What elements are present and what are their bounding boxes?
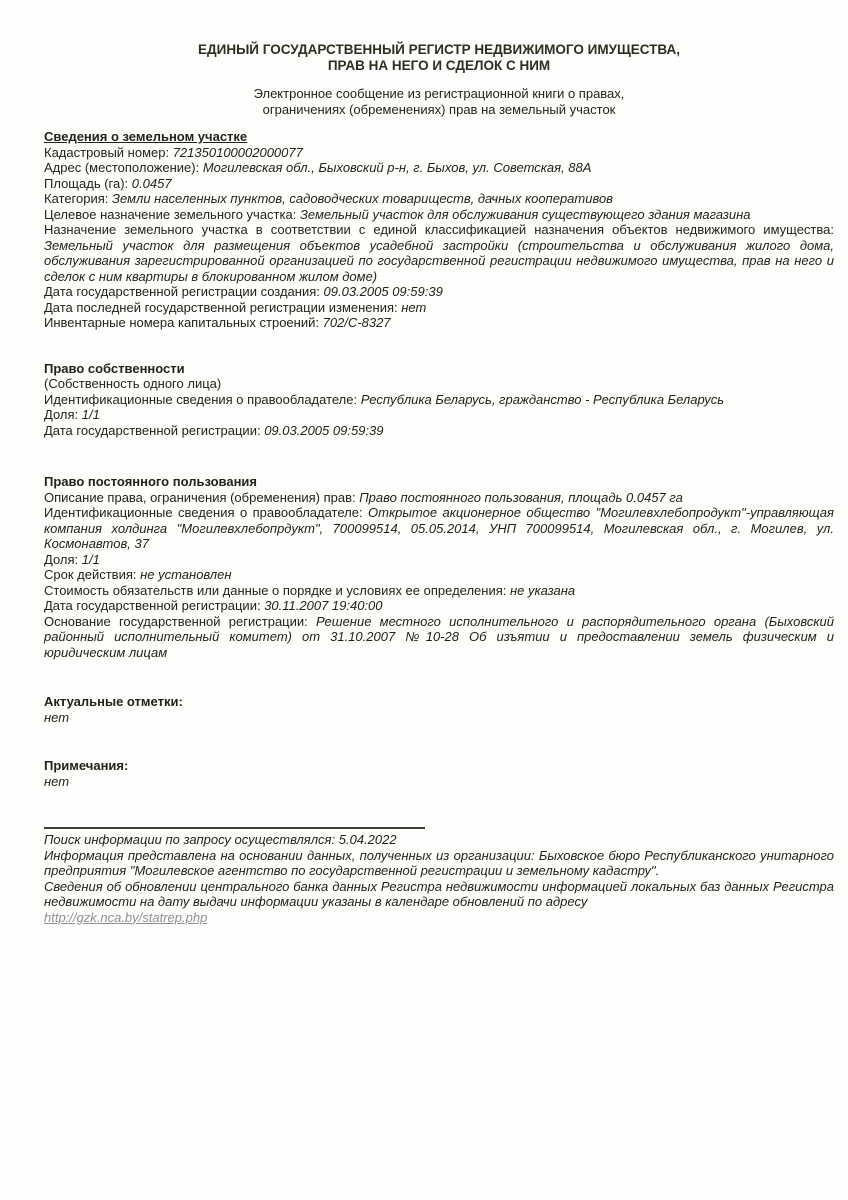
field-value: Республика Беларусь, гражданство - Республика Беларусь — [360, 391, 725, 407]
field-label: Инвентарные номера капитальных строений: — [44, 315, 319, 330]
field-registration-created-date — [44, 284, 834, 300]
field-value: Земли населенных пунктов, садоводческих товариществ, дачных кооперативов — [112, 191, 613, 206]
field-label: Назначение земельного участка в соответствии с единой классификацией назначения объектов недвижимого имущества: — [44, 222, 834, 237]
field-registration-date — [44, 598, 834, 614]
section-notes-title: Примечания: — [44, 758, 129, 773]
field-category — [44, 191, 834, 207]
field-label: Адрес (местоположение): — [44, 160, 200, 175]
section-actual-marks-title: Актуальные отметки: — [44, 694, 183, 709]
section-land-plot — [44, 129, 834, 331]
section-ownership-title: Право собственности — [44, 360, 185, 376]
field-registration-date — [44, 423, 834, 439]
field-value: 721350100002000077 — [172, 144, 303, 160]
field-label: Дата государственной регистрации: — [44, 598, 261, 613]
field-value: Могилевская обл., Быховский р-н, г. Быхов, ул. Советская, 88А — [202, 160, 592, 175]
field-label: Дата последней государственной регистрации изменения: — [44, 299, 398, 315]
document-footer — [44, 827, 834, 925]
footer-info-paragraph: Информация представлена на основании данных, полученных из организации: Быховское бюро Республиканского унитарного предприятия "Могилевское агентство по государственной регистрации и земельному кадастру". — [44, 847, 834, 878]
field-classification-purpose — [44, 222, 834, 284]
footer-url-line — [44, 910, 834, 926]
field-value: 09.03.2005 09:59:39 — [323, 284, 443, 299]
ownership-subtitle: (Собственность одного лица) — [44, 376, 222, 391]
field-value: 1/1 — [81, 407, 100, 422]
section-permanent-use-title: Право постоянного пользования — [44, 474, 258, 489]
field-label: Целевое назначение земельного участка: — [44, 206, 297, 222]
field-value: 1/1 — [81, 551, 100, 567]
field-label: Идентификационные сведения о правообладателе: — [44, 391, 358, 407]
field-purpose — [44, 207, 834, 223]
field-value: нет — [401, 299, 427, 315]
field-value: Открытое акционерное общество "Могилевхлебопродукт"-управляющая компания холдинга "Могилевхлебопрдукт", 700099514, 05.05.2014, УНП 700099514, Могилевская обл., г. Могилев, ул. Космонавтов, 37 — [44, 505, 834, 551]
field-value: Право постоянного пользования, площадь 0.0457 га — [359, 489, 683, 505]
footer-search-label: Поиск информации по запросу осуществлялся: — [44, 832, 336, 847]
field-obligation-cost — [44, 583, 834, 599]
field-value: 702/С-8327 — [322, 315, 391, 330]
field-inventory-numbers — [44, 315, 834, 331]
footer-search-line — [44, 832, 834, 848]
field-value: 0.0457 — [131, 175, 172, 191]
statrep-url-link[interactable]: http://gzk.nca.by/statrep.php — [44, 909, 208, 925]
field-validity-period — [44, 567, 834, 583]
field-rightholder-identity — [44, 392, 834, 408]
field-label: Доля: — [44, 407, 79, 422]
field-share — [44, 407, 834, 423]
field-value: 09.03.2005 09:59:39 — [264, 422, 384, 438]
notes-value: нет — [44, 773, 70, 789]
field-label: Доля: — [44, 551, 79, 567]
document-subtitle-line1: Электронное сообщение из регистрационной книги о правах, — [253, 86, 625, 101]
field-registration-basis — [44, 614, 834, 661]
field-value: Земельный участок для обслуживания существующего здания магазина — [299, 206, 751, 222]
field-value: 30.11.2007 19:40:00 — [264, 598, 383, 613]
field-label: Дата государственной регистрации: — [44, 422, 261, 438]
field-label: Дата государственной регистрации создания: — [44, 284, 320, 299]
field-value: Земельный участок для размещения объектов усадебной застройки (строительства и обслуживания жилого дома, обслуживания зарегистрированной организацией по государственной регистрации недвижимого имущества, прав на него и сделок с ним квартиры в блокированном жилом доме) — [44, 237, 834, 284]
document-subtitle-line2: ограничениях (обременениях) прав на земельный участок — [262, 101, 616, 117]
actual-marks-value: нет — [44, 709, 70, 725]
field-label: Категория: — [44, 191, 109, 206]
field-right-description — [44, 490, 834, 506]
field-label: Основание государственной регистрации: — [44, 613, 308, 629]
footer-search-date: 5.04.2022 — [338, 832, 397, 847]
section-ownership-right — [44, 361, 834, 439]
field-rightholder-identity — [44, 505, 834, 552]
section-actual-marks — [44, 694, 834, 725]
field-address — [44, 160, 834, 176]
field-label: Стоимость обязательств или данные о порядке и условиях ее определения: — [44, 582, 507, 598]
field-label: Описание права, ограничения (обременения) прав: — [44, 489, 356, 505]
section-land-plot-title: Сведения о земельном участке — [44, 129, 248, 144]
field-value: Решение местного исполнительного и распорядительного органа (Быховский районный исполнительный комитет) от 31.10.2007 №10-28 Об изъятии и предоставлении земель физическим и юридическим лицам — [44, 613, 834, 660]
field-label: Срок действия: — [44, 567, 137, 582]
document-title-line2: ПРАВ НА НЕГО И СДЕЛОК С НИМ — [327, 57, 551, 73]
field-label: Идентификационные сведения о правообладателе: — [44, 505, 363, 520]
field-area — [44, 176, 834, 192]
section-permanent-use-right — [44, 474, 834, 660]
field-value: не установлен — [140, 567, 232, 582]
field-label: Площадь (га): — [44, 175, 129, 191]
document-title-line1: ЕДИНЫЙ ГОСУДАРСТВЕННЫЙ РЕГИСТР НЕДВИЖИМОГО ИМУЩЕСТВА, — [198, 42, 680, 57]
field-last-change-date — [44, 300, 834, 316]
section-notes — [44, 758, 834, 789]
document-subtitle — [44, 86, 834, 117]
footer-update-paragraph: Сведения об обновлении центрального банка данных Регистра недвижимости информацией локальных баз данных Регистра недвижимости на дату выдачи информации указаны в календаре обновлений по адресу — [44, 878, 834, 909]
document-title — [44, 42, 834, 73]
footer-divider — [44, 827, 425, 829]
field-cadastral-number — [44, 145, 834, 161]
field-share — [44, 552, 834, 568]
field-label: Кадастровый номер: — [44, 144, 170, 160]
field-value: не указана — [509, 582, 576, 598]
